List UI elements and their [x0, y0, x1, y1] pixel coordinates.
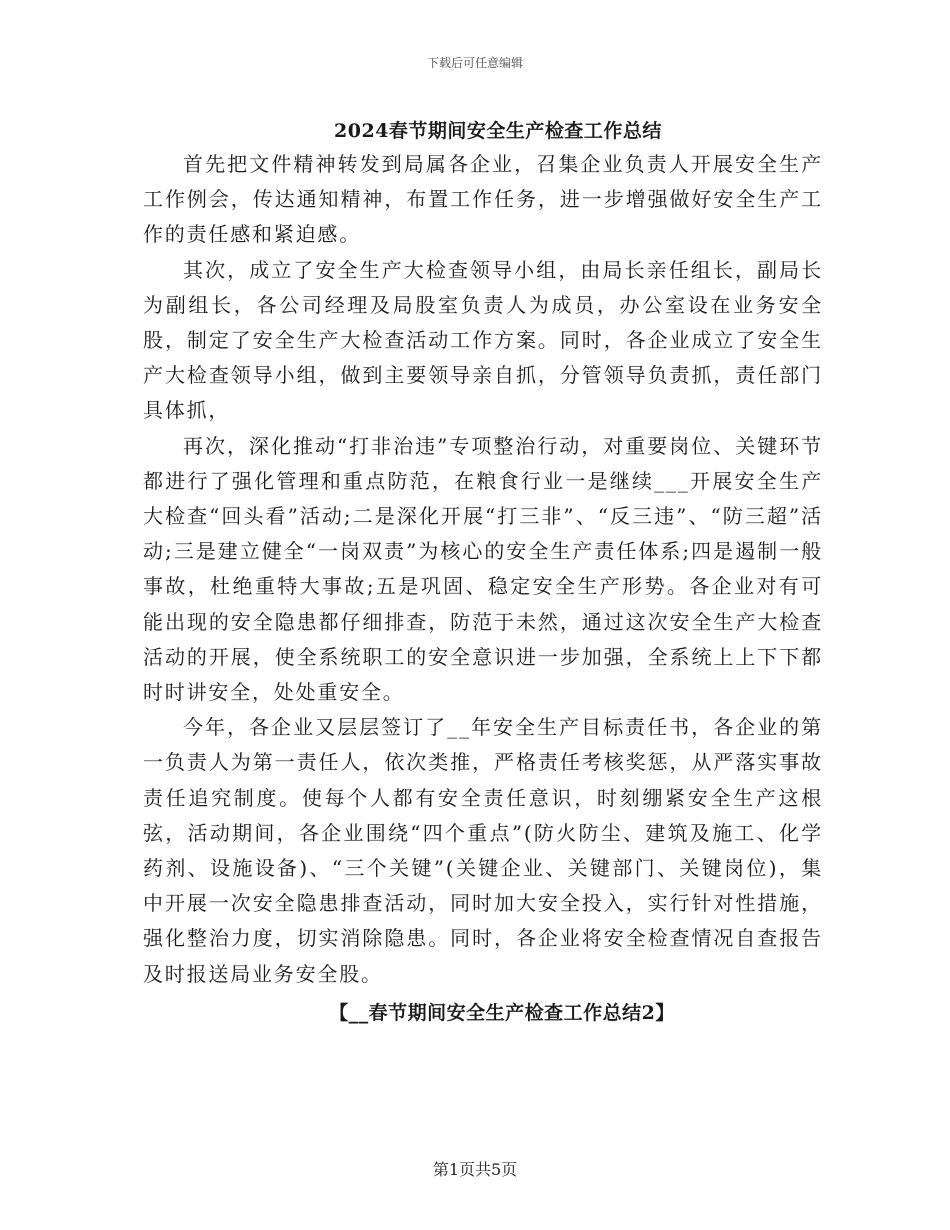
paragraph-4: 今年，各企业又层层签订了__年安全生产目标责任书，各企业的第一负责人为第一责任人，依次类推，严格责任考核奖惩，从严落实事故责任追究制度。使每个人都有安全责任意识，时刻绷紧安全生产这根弦，活动期间，各企业围绕“四个重点”(防火防尘、建筑及施工、化学药剂、设施设备)、“三个关键”(关键企业、关键部门、关键岗位)，集中开展一次安全隐患排查活动，同时加大安全投入，实行针对性措施，强化整治力度，切实消除隐患。同时，各企业将安全检查情况自查报告及时报送局业务安全股。 — [143, 715, 823, 986]
header-note: 下载后可任意编辑 — [426, 56, 523, 70]
page-number: 第1页共5页 — [432, 1160, 518, 1179]
document-title: 2024春节期间安全生产检查工作总结 — [334, 120, 662, 142]
section-heading: 【__春节期间安全生产检查工作总结2】 — [329, 1001, 675, 1024]
paragraph-2: 其次，成立了安全生产大检查领导小组，由局长亲任组长，副局长为副组长，各公司经理及局股室负责人为成员，办公室设在业务安全股，制定了安全生产大检查活动工作方案。同时，各企业成立了安全生产大检查领导小组，做到主要领导亲自抓，分管领导负责抓，责任部门具体抓， — [143, 257, 823, 423]
document-body — [143, 147, 823, 1031]
paragraph-3: 再次，深化推动“打非治违”专项整治行动，对重要岗位、关键环节都进行了强化管理和重点防范，在粮食行业一是继续___开展安全生产大检查“回头看”活动;二是深化开展“打三非”、“反三违”、“防三超”活动;三是建立健全“一岗双责”为核心的安全生产责任体系;四是遏制一般事故，杜绝重特大事故;五是巩固、稳定安全生产形势。各企业对有可能出现的安全隐患都仔细排查，防范于未然，通过这次安全生产大检查活动的开展，使全系统职工的安全意识进一步加强，全系统上上下下都时时讲安全，处处重安全。 — [143, 433, 823, 705]
paragraph-1: 首先把文件精神转发到局属各企业，召集企业负责人开展安全生产工作例会，传达通知精神，布置工作任务，进一步增强做好安全生产工作的责任感和紧迫感。 — [143, 152, 823, 247]
